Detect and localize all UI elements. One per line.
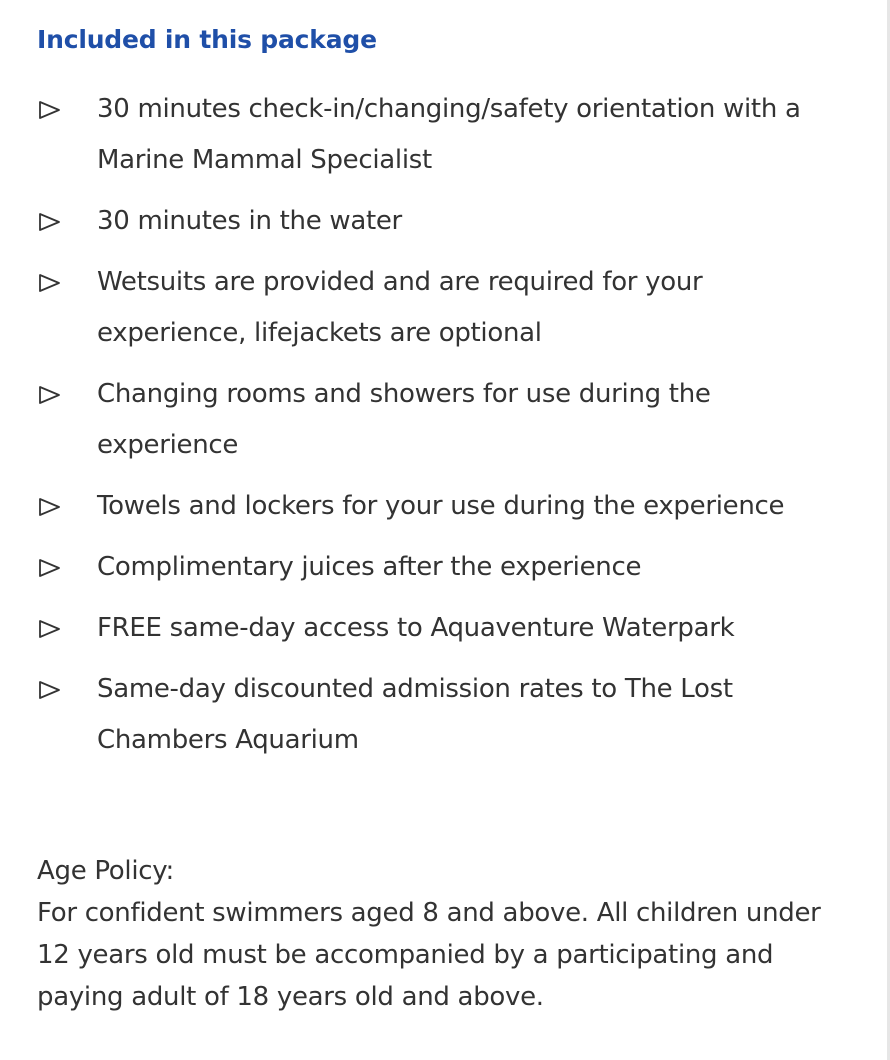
triangle-right-outline-icon [38,369,64,420]
list-item [37,481,837,532]
list-item [37,369,837,471]
triangle-right-outline-icon [38,664,64,715]
list-item [37,84,837,186]
list-item-text: Same-day discounted admission rates to The Lost Chambers Aquarium [97,674,733,755]
section-title: Included in this package [37,25,377,54]
list-item-text: Complimentary juices after the experience [97,552,642,582]
list-item [37,542,837,593]
age-policy-heading: Age Policy: [37,856,174,886]
list-item [37,257,837,359]
triangle-right-outline-icon [38,84,64,135]
age-policy-text: For confident swimmers aged 8 and above. All children under 12 years old must be accompanied by a participating and paying adult of 18 years old and above. [37,898,821,1012]
list-item-text: Towels and lockers for your use during the experience [97,491,785,521]
list-item [37,664,837,766]
list-item-text: 30 minutes check-in/changing/safety orientation with a Marine Mammal Specialist [97,94,801,175]
age-policy [37,850,837,1018]
list-item-text: FREE same-day access to Aquaventure Waterpark [97,613,735,643]
triangle-right-outline-icon [38,196,64,247]
list-item-text: Changing rooms and showers for use during the experience [97,379,711,460]
triangle-right-outline-icon [38,481,64,532]
triangle-right-outline-icon [38,603,64,654]
triangle-right-outline-icon [38,257,64,308]
list-item [37,603,837,654]
list-item-text: Wetsuits are provided and are required for your experience, lifejackets are optional [97,267,703,348]
list-item-text: 30 minutes in the water [97,206,402,236]
inclusions-list [37,84,837,776]
triangle-right-outline-icon [38,542,64,593]
list-item [37,196,837,247]
